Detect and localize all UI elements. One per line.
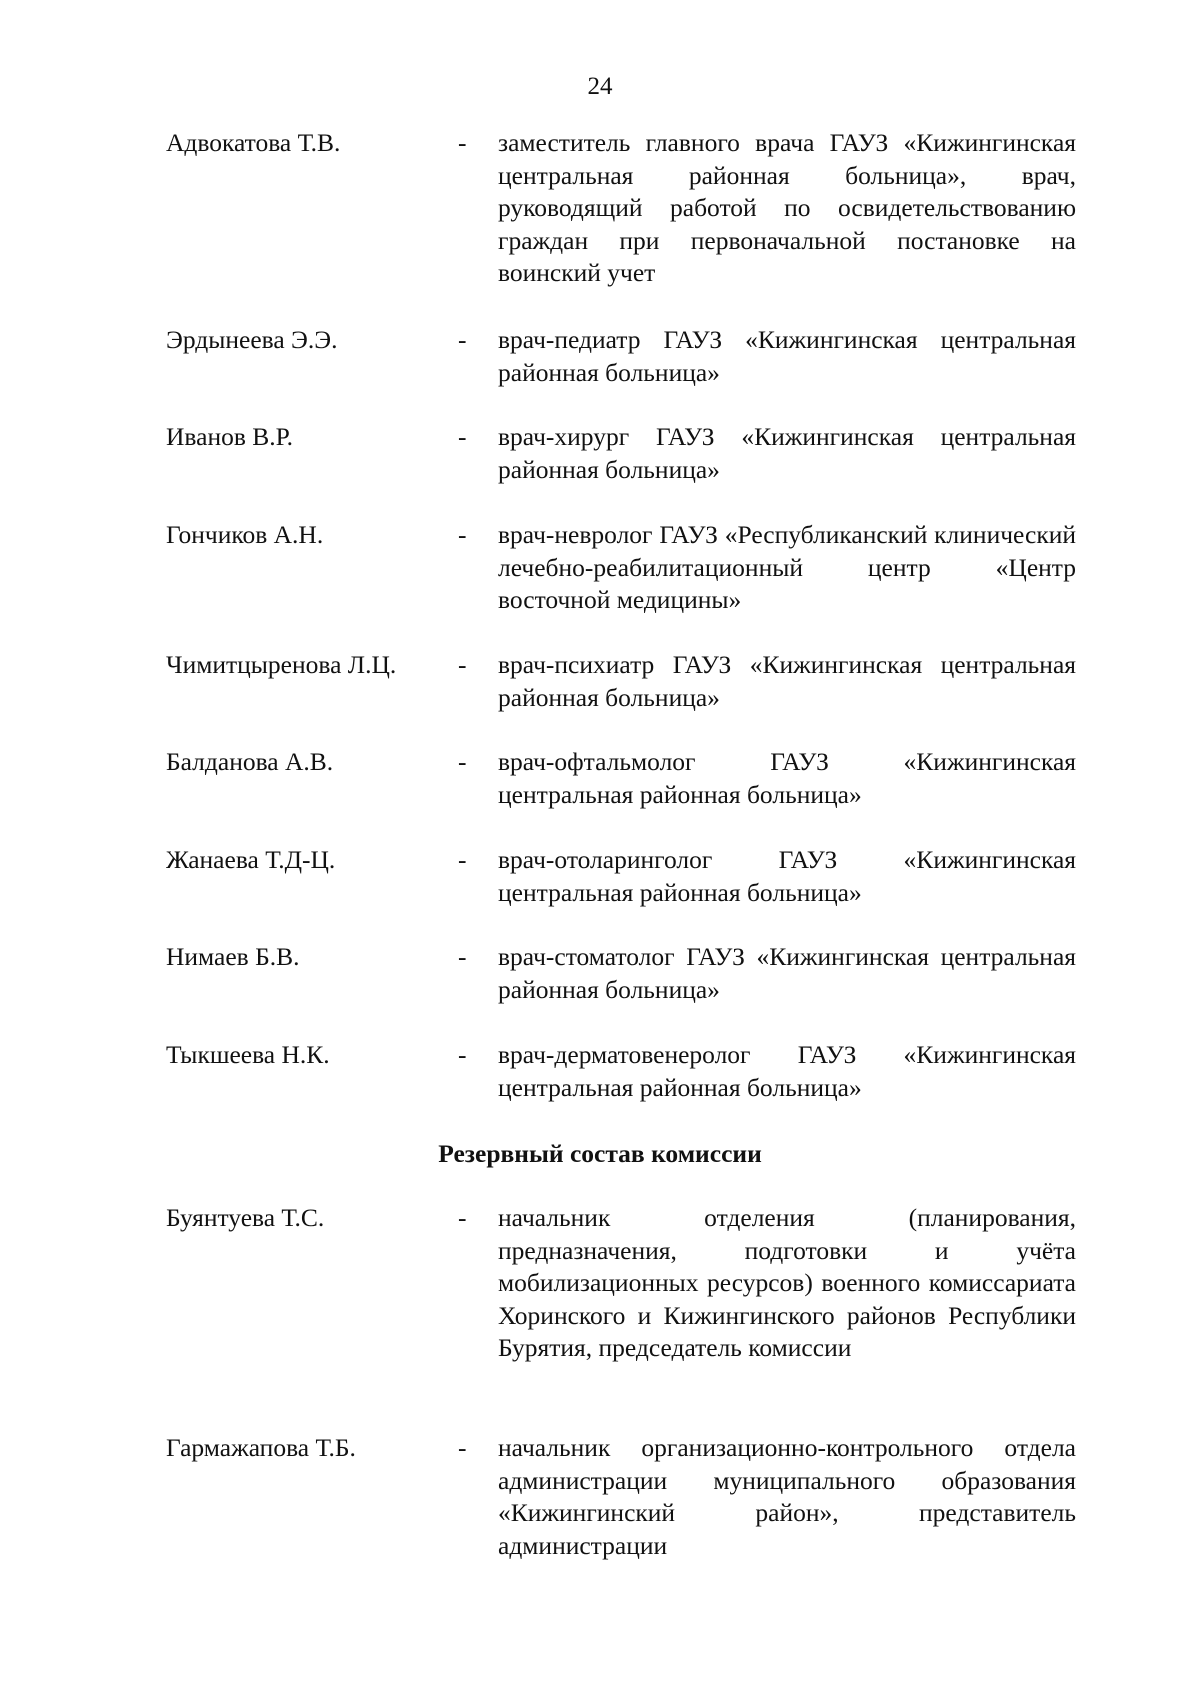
- member-name: Эрдынеева Э.Э.: [166, 325, 338, 354]
- member-name: Иванов В.Р.: [166, 422, 294, 451]
- member-dash: -: [458, 942, 467, 971]
- member-position: врач-стоматолог ГАУЗ «Кижингинская центральная районная больница»: [498, 942, 1076, 1004]
- member-dash: -: [458, 1040, 467, 1069]
- member-position: врач-хирург ГАУЗ «Кижингинская центральная районная больница»: [498, 422, 1076, 484]
- member-position: врач-отоларинголог ГАУЗ «Кижингинская центральная районная больница»: [498, 845, 1076, 907]
- member-dash: -: [458, 128, 467, 157]
- member-name: Адвокатова Т.В.: [166, 128, 341, 157]
- member-position: врач-психиатр ГАУЗ «Кижингинская центральная районная больница»: [498, 650, 1076, 712]
- member-position: врач-дерматовенеролог ГАУЗ «Кижингинская центральная районная больница»: [498, 1040, 1076, 1102]
- member-dash: -: [458, 325, 467, 354]
- member-position: врач-педиатр ГАУЗ «Кижингинская центральная районная больница»: [498, 325, 1076, 387]
- member-dash: -: [458, 845, 467, 874]
- member-name: Жанаева Т.Д-Ц.: [166, 845, 336, 874]
- member-position: начальник отделения (планирования, предназначения, подготовки и учёта мобилизационных ресурсов) военного комиссариата Хоринского и Кижингинского районов Республики Бурятия, председатель комиссии: [498, 1203, 1076, 1362]
- member-position: заместитель главного врача ГАУЗ «Кижингинская центральная районная больница», врач, руководящий работой по освидетельствованию граждан при первоначальной постановке на воинский учет: [498, 128, 1076, 287]
- section-heading: Резервный состав комиссии: [438, 1139, 762, 1168]
- member-dash: -: [458, 650, 467, 679]
- member-dash: -: [458, 747, 467, 776]
- member-name: Чимитцыренова Л.Ц.: [166, 650, 397, 679]
- member-dash: -: [458, 422, 467, 451]
- member-name: Тыкшеева Н.К.: [166, 1040, 330, 1069]
- member-name: Балданова А.В.: [166, 747, 334, 776]
- member-dash: -: [458, 520, 467, 549]
- member-name: Нимаев Б.В.: [166, 942, 300, 971]
- member-name: Буянтуева Т.С.: [166, 1203, 325, 1232]
- member-dash: -: [458, 1433, 467, 1462]
- member-name: Гончиков А.Н.: [166, 520, 324, 549]
- member-position: врач-невролог ГАУЗ «Республиканский клинический лечебно-реабилитационный центр «Центр восточной медицины»: [498, 520, 1076, 614]
- member-dash: -: [458, 1203, 467, 1232]
- page-number: 24: [587, 73, 613, 100]
- member-position: начальник организационно-контрольного отдела администрации муниципального образования «Кижингинский район», представитель администрации: [498, 1433, 1076, 1560]
- member-position: врач-офтальмолог ГАУЗ «Кижингинская центральная районная больница»: [498, 747, 1076, 809]
- member-name: Гармажапова Т.Б.: [166, 1433, 356, 1462]
